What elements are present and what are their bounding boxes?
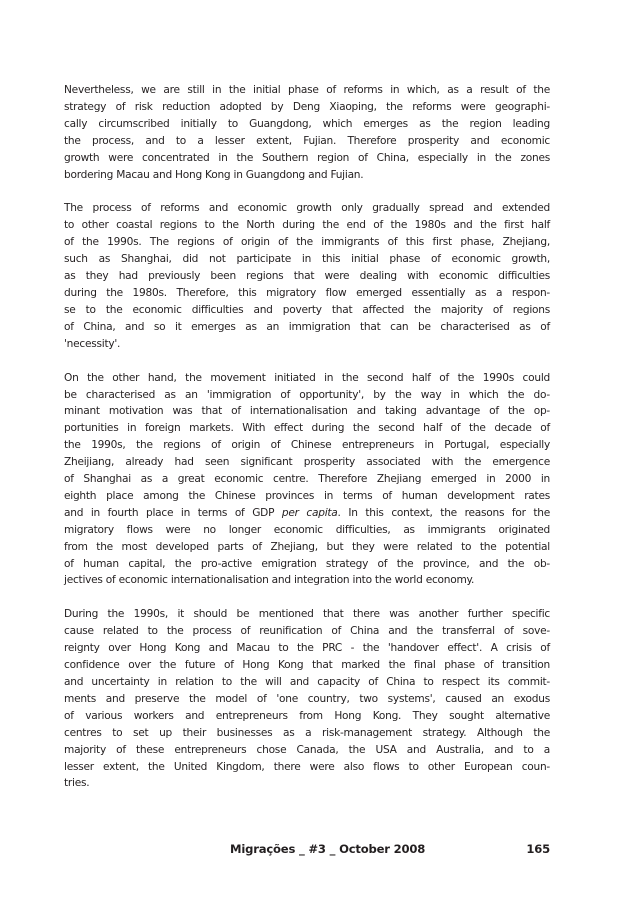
text-line: During the 1990s, it should be mentioned that there was another further specific [64,608,550,621]
text-line: jectives of economic internationalisation and integration into the world economy. [64,574,475,587]
text-line: the 1990s, the regions of origin of Chinese entrepreneurs in Portugal, especially [64,439,550,452]
text-line: minant motivation was that of internationalisation and taking advantage of the op- [64,405,550,418]
text-line: of Shanghai as a great economic centre. Therefore Zhejiang emerged in 2000 in [64,473,550,486]
text-line: and uncertainty in relation to the will and capacity of China to respect its commit- [64,676,550,688]
text-line: 'necessity'. [64,337,121,350]
text-line: confidence over the future of Hong Kong that marked the final phase of transition [64,659,550,672]
paragraph-3 [64,370,550,590]
text-line: the process, and to a lesser extent, Fujian. Therefore prosperity and economic [64,134,550,147]
text-line: reignty over Hong Kong and Macau to the PRC - the 'handover effect'. A crisis of [64,642,550,655]
text-line: growth were concentrated in the Southern region of China, especially in the zones [64,151,550,164]
text-line: be characterised as an 'immigration of opportunity', by the way in which the do- [64,388,550,401]
text-line: strategy of risk reduction adopted by Deng Xiaoping, the reforms were geographi- [64,100,550,113]
text-line: cause related to the process of reunification of China and the transferral of sove- [64,625,550,638]
text-line: tries. [64,777,90,790]
text-line: Zheijiang, already had seen significant prosperity associated with the emergence [64,456,550,469]
text-line: of various workers and entrepreneurs from Hong Kong. They sought alternative [64,709,550,722]
text-line: during the 1980s. Therefore, this migratory flow emerged essentially as a respon- [64,286,550,299]
text-line: cally circumscribed initially to Guangdong, which emerges as the region leading [64,117,550,130]
text-line: such as Shanghai, did not participate in this initial phase of economic growth, [64,253,550,266]
journal-title: Migrações _ #3 _ October 2008 [230,842,426,856]
text-line: Nevertheless, we are still in the initial phase of reforms in which, as a result of the [64,84,550,96]
text-line: as they had previously been regions that were dealing with economic difficulties [64,270,550,283]
paragraph-2 [64,200,550,352]
text-line: and in fourth place in terms of GDP per capita. In this context, the reasons for the [64,506,551,519]
text-line: bordering Macau and Hong Kong in Guangdong and Fujian. [64,168,364,181]
text-line: eighth place among the Chinese provinces in terms of human development rates [64,489,550,502]
text-line: to other coastal regions to the North during the end of the 1980s and the first half [64,219,550,232]
text-line: from the most developed parts of Zhejiang, but they were related to the potential [64,540,550,553]
text-line: majority of these entrepreneurs chose Canada, the USA and Australia, and to a [64,743,550,756]
document-body [64,82,550,809]
text-line: of the 1990s. The regions of origin of the immigrants of this first phase, Zhejiang, [64,236,550,249]
paragraph-4 [64,606,550,792]
page-footer [64,842,550,858]
text-line: se to the economic difficulties and poverty that affected the majority of regions [64,303,550,316]
text-line: lesser extent, the United Kingdom, there were also flows to other European coun- [64,760,550,773]
text-line: ments and preserve the model of 'one country, two systems', caused an exodus [64,692,550,705]
text-line: of human capital, the pro-active emigration strategy of the province, and the ob- [64,557,550,570]
text-line: centres to set up their businesses as a risk-management strategy. Although the [64,726,550,739]
text-line: migratory flows were no longer economic difficulties, as immigrants originated [64,523,550,536]
text-line: The process of reforms and economic growth only gradually spread and extended [64,202,550,215]
text-line: On the other hand, the movement initiated in the second half of the 1990s could [64,371,550,384]
text-line: of China, and so it emerges as an immigration that can be characterised as of [64,320,550,333]
page-number: 165 [526,842,550,856]
text-line: portunities in foreign markets. With effect during the second half of the decade of [64,422,550,435]
paragraph-1 [64,82,550,183]
